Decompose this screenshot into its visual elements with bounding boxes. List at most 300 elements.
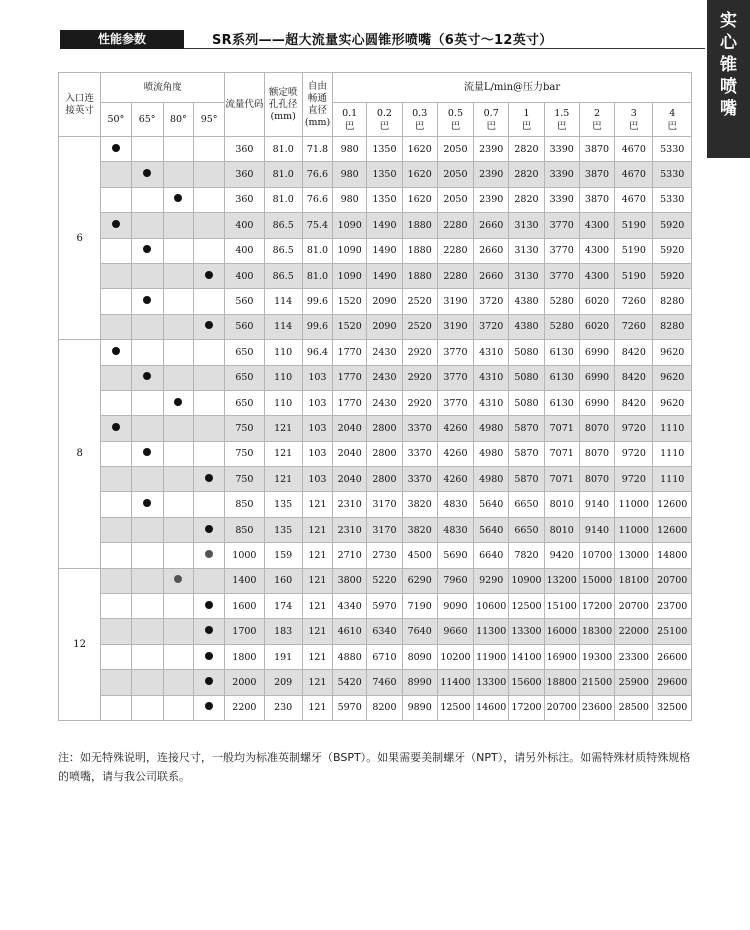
angle-cell bbox=[131, 263, 163, 288]
angle-marker-dot-icon bbox=[174, 398, 182, 406]
flow-cell: 1620 bbox=[402, 162, 437, 187]
flow-code-cell: 400 bbox=[225, 213, 264, 238]
flow-cell: 7071 bbox=[544, 441, 579, 466]
free-passage-cell: 121 bbox=[302, 543, 332, 568]
flow-cell: 8070 bbox=[579, 416, 614, 441]
flow-cell: 980 bbox=[333, 137, 367, 162]
orifice-cell: 209 bbox=[264, 670, 302, 695]
flow-cell: 4300 bbox=[579, 238, 614, 263]
orifice-cell: 121 bbox=[264, 441, 302, 466]
free-passage-cell: 121 bbox=[302, 670, 332, 695]
flow-cell: 5970 bbox=[367, 594, 402, 619]
angle-marker-dot-icon bbox=[205, 702, 213, 710]
flow-cell: 4980 bbox=[474, 467, 509, 492]
free-passage-cell: 99.6 bbox=[302, 314, 332, 339]
flow-cell: 2280 bbox=[437, 238, 473, 263]
side-tab-char: 嘴 bbox=[720, 99, 737, 119]
angle-header: 50° bbox=[101, 103, 131, 137]
pressure-unit: 巴 bbox=[556, 120, 567, 132]
flow-cell: 4260 bbox=[437, 441, 473, 466]
flow-cell: 10200 bbox=[437, 644, 473, 669]
pressure-header bbox=[333, 103, 367, 137]
angle-cell bbox=[101, 365, 131, 390]
flow-cell: 6650 bbox=[509, 492, 544, 517]
flow-cell: 28500 bbox=[615, 695, 653, 720]
flow-cell: 2090 bbox=[367, 289, 402, 314]
flow-cell: 3720 bbox=[474, 289, 509, 314]
flow-cell: 2520 bbox=[402, 289, 437, 314]
angle-cell bbox=[101, 568, 131, 593]
flow-cell: 1880 bbox=[402, 238, 437, 263]
flow-cell: 4260 bbox=[437, 467, 473, 492]
flow-code-cell: 1800 bbox=[225, 644, 264, 669]
angle-cell bbox=[131, 695, 163, 720]
flow-cell: 4310 bbox=[474, 340, 509, 365]
inlet-size-cell: 12 bbox=[59, 568, 101, 720]
flow-cell: 2040 bbox=[333, 416, 367, 441]
angle-cell bbox=[101, 670, 131, 695]
flow-cell: 11400 bbox=[437, 670, 473, 695]
flow-cell: 1350 bbox=[367, 162, 402, 187]
flow-cell: 15600 bbox=[509, 670, 544, 695]
flow-cell: 32500 bbox=[653, 695, 692, 720]
angle-cell bbox=[193, 213, 224, 238]
angle-marker-dot-icon bbox=[205, 525, 213, 533]
table-row bbox=[59, 162, 692, 187]
side-tab-char: 心 bbox=[720, 33, 737, 53]
flow-cell: 6710 bbox=[367, 644, 402, 669]
flow-code-cell: 850 bbox=[225, 517, 264, 542]
flow-cell: 5330 bbox=[653, 137, 692, 162]
flow-cell: 7190 bbox=[402, 594, 437, 619]
flow-code-cell: 360 bbox=[225, 137, 264, 162]
flow-cell: 3130 bbox=[509, 213, 544, 238]
angle-marker-dot-icon bbox=[143, 245, 151, 253]
angle-cell bbox=[163, 390, 193, 415]
flow-cell: 4980 bbox=[474, 416, 509, 441]
flow-cell: 1620 bbox=[402, 187, 437, 212]
table-row bbox=[59, 137, 692, 162]
flow-cell: 9420 bbox=[544, 543, 579, 568]
flow-code-cell: 360 bbox=[225, 187, 264, 212]
flow-cell: 9660 bbox=[437, 619, 473, 644]
flow-code-cell: 750 bbox=[225, 467, 264, 492]
angle-cell bbox=[131, 289, 163, 314]
angle-marker-dot-icon bbox=[205, 321, 213, 329]
orifice-cell: 160 bbox=[264, 568, 302, 593]
angle-cell bbox=[193, 644, 224, 669]
flow-cell: 23600 bbox=[579, 695, 614, 720]
flow-cell: 25100 bbox=[653, 619, 692, 644]
angle-cell bbox=[131, 467, 163, 492]
flow-cell: 2280 bbox=[437, 263, 473, 288]
angle-cell bbox=[163, 365, 193, 390]
flow-cell: 7071 bbox=[544, 416, 579, 441]
flow-cell: 3770 bbox=[544, 263, 579, 288]
table-row bbox=[59, 314, 692, 339]
flow-cell: 12500 bbox=[437, 695, 473, 720]
flow-cell: 3720 bbox=[474, 314, 509, 339]
angle-cell bbox=[101, 543, 131, 568]
flow-cell: 1350 bbox=[367, 187, 402, 212]
pressure-unit: 巴 bbox=[667, 120, 677, 132]
pressure-unit: 巴 bbox=[379, 120, 390, 132]
flow-cell: 2920 bbox=[402, 365, 437, 390]
angle-cell bbox=[193, 492, 224, 517]
free-passage-cell: 121 bbox=[302, 619, 332, 644]
flow-cell: 2800 bbox=[367, 416, 402, 441]
flow-cell: 7071 bbox=[544, 467, 579, 492]
title-rule bbox=[184, 48, 705, 49]
flow-cell: 5080 bbox=[509, 365, 544, 390]
pressure-value: 0.2 bbox=[376, 107, 392, 119]
angle-cell bbox=[101, 416, 131, 441]
flow-cell: 2710 bbox=[333, 543, 367, 568]
free-passage-cell: 81.0 bbox=[302, 238, 332, 263]
flow-cell: 3170 bbox=[367, 517, 402, 542]
flow-code-cell: 750 bbox=[225, 441, 264, 466]
flow-cell: 8420 bbox=[615, 340, 653, 365]
flow-cell: 2310 bbox=[333, 517, 367, 542]
flow-code-cell: 650 bbox=[225, 340, 264, 365]
free-passage-cell: 75.4 bbox=[302, 213, 332, 238]
flow-cell: 3390 bbox=[544, 162, 579, 187]
orifice-cell: 230 bbox=[264, 695, 302, 720]
angle-cell bbox=[163, 619, 193, 644]
angle-marker-dot-icon bbox=[205, 550, 213, 558]
angle-cell bbox=[131, 568, 163, 593]
flow-cell: 9720 bbox=[615, 467, 653, 492]
flow-cell: 3390 bbox=[544, 137, 579, 162]
angle-cell bbox=[193, 543, 224, 568]
flow-cell: 6130 bbox=[544, 340, 579, 365]
flow-cell: 5080 bbox=[509, 390, 544, 415]
flow-cell: 18300 bbox=[579, 619, 614, 644]
flow-cell: 3370 bbox=[402, 416, 437, 441]
flow-cell: 3770 bbox=[437, 365, 473, 390]
flow-cell: 1090 bbox=[333, 213, 367, 238]
flow-cell: 3770 bbox=[544, 213, 579, 238]
flow-cell: 2310 bbox=[333, 492, 367, 517]
angle-cell bbox=[101, 695, 131, 720]
orifice-cell: 135 bbox=[264, 517, 302, 542]
flow-cell: 5280 bbox=[544, 289, 579, 314]
flow-cell: 4830 bbox=[437, 492, 473, 517]
flow-cell: 21500 bbox=[579, 670, 614, 695]
pressure-value: 4 bbox=[669, 107, 676, 119]
free-passage-cell: 96.4 bbox=[302, 340, 332, 365]
table-row bbox=[59, 467, 692, 492]
flow-cell: 5640 bbox=[474, 517, 509, 542]
flow-cell: 5920 bbox=[653, 263, 692, 288]
flow-cell: 3870 bbox=[579, 187, 614, 212]
pressure-value: 0.1 bbox=[342, 107, 358, 119]
angle-cell bbox=[131, 162, 163, 187]
angle-cell bbox=[131, 187, 163, 212]
flow-cell: 2800 bbox=[367, 441, 402, 466]
free-passage-cell: 99.6 bbox=[302, 289, 332, 314]
free-passage-cell: 103 bbox=[302, 390, 332, 415]
flow-cell: 4260 bbox=[437, 416, 473, 441]
flow-cell: 6990 bbox=[579, 390, 614, 415]
flow-code-cell: 1700 bbox=[225, 619, 264, 644]
flow-cell: 25900 bbox=[615, 670, 653, 695]
flow-cell: 3800 bbox=[333, 568, 367, 593]
flow-cell: 10700 bbox=[579, 543, 614, 568]
free-passage-cell: 121 bbox=[302, 695, 332, 720]
angle-marker-dot-icon bbox=[205, 626, 213, 634]
pressure-header bbox=[367, 103, 402, 137]
angle-marker-dot-icon bbox=[205, 474, 213, 482]
flow-cell: 2820 bbox=[509, 162, 544, 187]
table-row bbox=[59, 670, 692, 695]
angle-cell bbox=[163, 289, 193, 314]
flow-cell: 1620 bbox=[402, 137, 437, 162]
flow-cell: 12600 bbox=[653, 517, 692, 542]
section-badge: 性能参数 bbox=[60, 30, 184, 49]
table-row bbox=[59, 543, 692, 568]
flow-cell: 5190 bbox=[615, 263, 653, 288]
angle-cell bbox=[131, 517, 163, 542]
pressure-value: 1 bbox=[523, 107, 530, 119]
angle-cell bbox=[131, 238, 163, 263]
header-orifice: 额定喷孔孔径(mm) bbox=[264, 73, 302, 137]
flow-cell: 13300 bbox=[509, 619, 544, 644]
angle-cell bbox=[193, 137, 224, 162]
angle-marker-dot-icon bbox=[174, 575, 182, 583]
flow-cell: 20700 bbox=[615, 594, 653, 619]
orifice-cell: 110 bbox=[264, 390, 302, 415]
pressure-unit: 巴 bbox=[344, 120, 355, 132]
flow-cell: 8070 bbox=[579, 441, 614, 466]
flow-cell: 2660 bbox=[474, 263, 509, 288]
flow-code-cell: 560 bbox=[225, 289, 264, 314]
angle-cell bbox=[101, 263, 131, 288]
angle-cell bbox=[101, 187, 131, 212]
angle-marker-dot-icon bbox=[143, 448, 151, 456]
flow-cell: 3370 bbox=[402, 441, 437, 466]
flow-cell: 1090 bbox=[333, 238, 367, 263]
angle-cell bbox=[101, 314, 131, 339]
angle-marker-dot-icon bbox=[205, 652, 213, 660]
flow-cell: 1770 bbox=[333, 390, 367, 415]
angle-cell bbox=[131, 441, 163, 466]
flow-cell: 5920 bbox=[653, 238, 692, 263]
pressure-unit: 巴 bbox=[486, 120, 496, 132]
flow-cell: 18100 bbox=[615, 568, 653, 593]
angle-marker-dot-icon bbox=[143, 499, 151, 507]
pressure-unit: 巴 bbox=[592, 120, 602, 132]
table-row bbox=[59, 187, 692, 212]
flow-code-cell: 850 bbox=[225, 492, 264, 517]
flow-cell: 20700 bbox=[653, 568, 692, 593]
free-passage-cell: 103 bbox=[302, 467, 332, 492]
flow-cell: 3370 bbox=[402, 467, 437, 492]
orifice-cell: 114 bbox=[264, 314, 302, 339]
flow-code-cell: 650 bbox=[225, 390, 264, 415]
angle-cell bbox=[163, 263, 193, 288]
flow-cell: 7260 bbox=[615, 289, 653, 314]
pressure-value: 1.5 bbox=[554, 107, 570, 119]
pressure-unit: 巴 bbox=[629, 120, 639, 132]
inlet-size-cell: 6 bbox=[59, 137, 101, 340]
angle-header: 65° bbox=[131, 103, 163, 137]
angle-cell bbox=[101, 137, 131, 162]
flow-cell: 16000 bbox=[544, 619, 579, 644]
flow-cell: 13300 bbox=[474, 670, 509, 695]
angle-cell bbox=[193, 365, 224, 390]
flow-cell: 8070 bbox=[579, 467, 614, 492]
flow-code-cell: 650 bbox=[225, 365, 264, 390]
flow-cell: 1090 bbox=[333, 263, 367, 288]
angle-cell bbox=[101, 162, 131, 187]
flow-cell: 8990 bbox=[402, 670, 437, 695]
orifice-cell: 121 bbox=[264, 467, 302, 492]
angle-cell bbox=[163, 137, 193, 162]
angle-marker-dot-icon bbox=[112, 423, 120, 431]
side-tab-char: 实 bbox=[720, 11, 737, 31]
flow-cell: 2920 bbox=[402, 390, 437, 415]
flow-cell: 10600 bbox=[474, 594, 509, 619]
angle-cell bbox=[193, 517, 224, 542]
angle-cell bbox=[193, 416, 224, 441]
orifice-cell: 135 bbox=[264, 492, 302, 517]
flow-cell: 5190 bbox=[615, 238, 653, 263]
flow-cell: 5330 bbox=[653, 187, 692, 212]
flow-code-cell: 2200 bbox=[225, 695, 264, 720]
angle-cell bbox=[131, 340, 163, 365]
flow-cell: 4980 bbox=[474, 441, 509, 466]
angle-cell bbox=[101, 594, 131, 619]
orifice-cell: 81.0 bbox=[264, 162, 302, 187]
flow-cell: 2660 bbox=[474, 213, 509, 238]
flow-cell: 12600 bbox=[653, 492, 692, 517]
flow-cell: 1770 bbox=[333, 340, 367, 365]
orifice-cell: 159 bbox=[264, 543, 302, 568]
angle-marker-dot-icon bbox=[205, 271, 213, 279]
angle-cell bbox=[163, 340, 193, 365]
flow-cell: 2800 bbox=[367, 467, 402, 492]
orifice-cell: 110 bbox=[264, 340, 302, 365]
pressure-value: 2 bbox=[593, 107, 601, 119]
flow-cell: 9290 bbox=[474, 568, 509, 593]
free-passage-cell: 103 bbox=[302, 416, 332, 441]
flow-cell: 2050 bbox=[437, 187, 473, 212]
free-passage-cell: 81.0 bbox=[302, 263, 332, 288]
flow-code-cell: 750 bbox=[225, 416, 264, 441]
flow-cell: 14800 bbox=[653, 543, 692, 568]
angle-cell bbox=[101, 441, 131, 466]
flow-cell: 980 bbox=[333, 162, 367, 187]
flow-cell: 3170 bbox=[367, 492, 402, 517]
angle-header: 80° bbox=[163, 103, 193, 137]
angle-cell bbox=[193, 441, 224, 466]
pressure-header bbox=[653, 103, 692, 137]
angle-cell bbox=[193, 467, 224, 492]
flow-cell: 11000 bbox=[615, 517, 653, 542]
flow-cell: 3130 bbox=[509, 263, 544, 288]
table-row bbox=[59, 568, 692, 593]
pressure-unit: 巴 bbox=[521, 120, 532, 132]
flow-cell: 20700 bbox=[544, 695, 579, 720]
flow-cell: 4340 bbox=[333, 594, 367, 619]
angle-cell bbox=[193, 263, 224, 288]
free-passage-cell: 121 bbox=[302, 644, 332, 669]
flow-cell: 14100 bbox=[509, 644, 544, 669]
flow-cell: 18800 bbox=[544, 670, 579, 695]
header-flow: 流量L/min@压力bar bbox=[333, 73, 692, 103]
flow-cell: 3130 bbox=[509, 238, 544, 263]
angle-cell bbox=[101, 289, 131, 314]
orifice-cell: 86.5 bbox=[264, 263, 302, 288]
angle-marker-dot-icon bbox=[143, 169, 151, 177]
footnote: 注：如无特殊说明，连接尺寸，一般均为标准英制螺牙（BSPT）。如果需要美制螺牙（NPT），请另外标注。如需特殊材质特殊规格的喷嘴，请与我公司联系。 bbox=[58, 751, 691, 783]
header-inlet: 入口连接英寸 bbox=[59, 73, 101, 137]
orifice-cell: 81.0 bbox=[264, 187, 302, 212]
inlet-size-cell: 8 bbox=[59, 340, 101, 569]
orifice-cell: 86.5 bbox=[264, 238, 302, 263]
flow-cell: 9890 bbox=[402, 695, 437, 720]
table-row bbox=[59, 695, 692, 720]
flow-cell: 9090 bbox=[437, 594, 473, 619]
angle-cell bbox=[101, 644, 131, 669]
pressure-header bbox=[544, 103, 579, 137]
flow-cell: 2820 bbox=[509, 187, 544, 212]
flow-cell: 9620 bbox=[653, 390, 692, 415]
pressure-header bbox=[402, 103, 437, 137]
flow-cell: 8420 bbox=[615, 390, 653, 415]
flow-cell: 29600 bbox=[653, 670, 692, 695]
angle-cell bbox=[101, 517, 131, 542]
flow-code-cell: 400 bbox=[225, 238, 264, 263]
flow-code-cell: 1000 bbox=[225, 543, 264, 568]
free-passage-cell: 121 bbox=[302, 517, 332, 542]
flow-cell: 26600 bbox=[653, 644, 692, 669]
angle-cell bbox=[193, 568, 224, 593]
pressure-unit: 巴 bbox=[450, 120, 461, 132]
performance-table bbox=[58, 72, 692, 721]
flow-cell: 1490 bbox=[367, 263, 402, 288]
flow-cell: 2820 bbox=[509, 137, 544, 162]
page-header bbox=[0, 0, 750, 60]
flow-cell: 4380 bbox=[509, 289, 544, 314]
flow-cell: 2050 bbox=[437, 162, 473, 187]
table-row bbox=[59, 213, 692, 238]
header-angle: 喷流角度 bbox=[101, 73, 225, 103]
flow-cell: 11000 bbox=[615, 492, 653, 517]
flow-cell: 5330 bbox=[653, 162, 692, 187]
flow-cell: 5870 bbox=[509, 467, 544, 492]
orifice-cell: 81.0 bbox=[264, 137, 302, 162]
side-tab-char: 喷 bbox=[720, 77, 737, 97]
flow-cell: 6990 bbox=[579, 365, 614, 390]
flow-cell: 2280 bbox=[437, 213, 473, 238]
free-passage-cell: 121 bbox=[302, 594, 332, 619]
flow-cell: 8010 bbox=[544, 492, 579, 517]
angle-cell bbox=[163, 238, 193, 263]
flow-cell: 7960 bbox=[437, 568, 473, 593]
flow-cell: 1490 bbox=[367, 213, 402, 238]
flow-cell: 4300 bbox=[579, 213, 614, 238]
flow-cell: 2430 bbox=[367, 365, 402, 390]
flow-cell: 2430 bbox=[367, 340, 402, 365]
flow-cell: 4310 bbox=[474, 390, 509, 415]
angle-cell bbox=[163, 644, 193, 669]
flow-cell: 980 bbox=[333, 187, 367, 212]
pressure-value: 0.7 bbox=[483, 107, 499, 119]
flow-cell: 2040 bbox=[333, 441, 367, 466]
table-row bbox=[59, 238, 692, 263]
